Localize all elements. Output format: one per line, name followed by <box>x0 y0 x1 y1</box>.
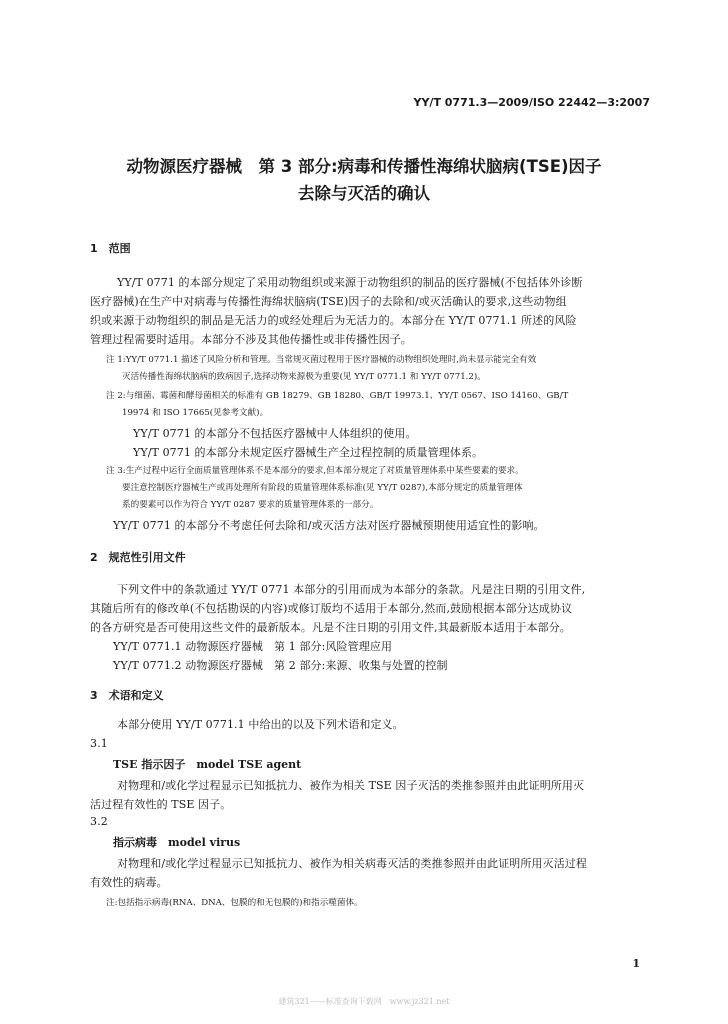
scope-para1-line1: YY/T 0771 的本部分规定了采用动物组织或来源于动物组织的制品的医疗器械(不包括体外诊断 <box>117 276 583 289</box>
scope-note1-line2: 灭活传播性海绵状脑病的致病因子,选择动物来源极为重要(见 YY/T 0771.1 和 YY/T 0771.2)。 <box>122 372 486 382</box>
refs-para1-line2: 其随后所有的修改单(不包括勘误的内容)或修订版均不适用于本部分,然而,鼓励根据本部分达成协议 <box>90 602 573 615</box>
scope-note3-line2: 要注意控制医疗器械生产或再处理所有阶段的质量管理体系标准(见 YY/T 0287),本部分规定的质量管理体 <box>122 483 523 493</box>
refs-para1-line1: 下列文件中的条款通过 YY/T 0771 本部分的引用而成为本部分的条款。凡是注日期的引用文件, <box>117 583 586 596</box>
scope-note1-line1: 注 1:YY/T 0771.1 描述了风险分析和管理。当常规灭菌过程用于医疗器械的动物组织处理时,尚未显示能完全有效 <box>106 355 537 365</box>
scope-note2-line2: 19974 和 ISO 17665(见参考文献)。 <box>122 408 269 418</box>
doc-title-line1: 动物源医疗器械 第 3 部分:病毒和传播性海绵状脑病(TSE)因子 <box>126 157 602 176</box>
scope-para2: YY/T 0771 的本部分不包括医疗器械中人体组织的使用。 <box>133 427 417 440</box>
term-number-3-1: 3.1 <box>90 737 108 750</box>
section-heading-scope: 1 范围 <box>90 242 131 255</box>
section-heading-normative-refs: 2 规范性引用文件 <box>90 551 186 564</box>
watermark-text: 建筑321——标准查询下载网 www.jz321.net <box>278 997 450 1006</box>
scope-note2-line1: 注 2:与细菌、霉菌和酵母菌相关的标准有 GB 18279、GB 18280、GB/T 19973.1、YY/T 0567、ISO 14160、GB/T <box>106 391 569 401</box>
term1-definition-line2: 活过程有效性的 TSE 因子。 <box>90 798 232 811</box>
term-number-3-2: 3.2 <box>90 815 108 828</box>
terms-intro: 本部分使用 YY/T 0771.1 中给出的以及下列术语和定义。 <box>117 718 404 731</box>
scope-note3-line1: 注 3:生产过程中运行全面质量管理体系不是本部分的要求,但本部分规定了对质量管理体系中某些要素的要求。 <box>106 466 524 476</box>
refs-para1-line3: 的各方研究是否可使用这些文件的最新版本。凡是不注日期的引用文件,其最新版本适用于本部分。 <box>90 621 571 634</box>
doc-title-line2: 去除与灭活的确认 <box>298 184 430 203</box>
term2-definition-line2: 有效性的病毒。 <box>90 876 168 889</box>
term-name-model-tse-agent: TSE 指示因子 model TSE agent <box>113 758 302 771</box>
standard-code: YY/T 0771.3—2009/ISO 22442—3:2007 <box>413 96 650 109</box>
scope-para1-line4: 管理过程需要时适用。本部分不涉及其他传播性或非传播性因子。 <box>90 333 412 346</box>
term2-note: 注:包括指示病毒(RNA、DNA、包膜的和无包膜的)和指示噬菌体。 <box>106 898 363 908</box>
scope-para4: YY/T 0771 的本部分不考虑任何去除和/或灭活方法对医疗器械预期使用适宜性的影响。 <box>113 519 545 532</box>
term2-definition-line1: 对物理和/或化学过程显示已知抵抗力、被作为相关病毒灭活的类推参照并由此证明所用灭活过程 <box>117 857 588 870</box>
term-name-model-virus: 指示病毒 model virus <box>113 836 241 849</box>
page-number: 1 <box>632 957 640 970</box>
reference-part2: YY/T 0771.2 动物源医疗器械 第 2 部分:来源、收集与处置的控制 <box>113 659 448 672</box>
scope-para1-line3: 织或来源于动物组织的制品是无活力的或经处理后为无活力的。本部分在 YY/T 0771.1 所述的风险 <box>90 314 577 327</box>
section-heading-terms: 3 术语和定义 <box>90 689 164 702</box>
term1-definition-line1: 对物理和/或化学过程显示已知抵抗力、被作为相关 TSE 因子灭活的类推参照并由此证明所用灭 <box>117 779 585 792</box>
reference-part1: YY/T 0771.1 动物源医疗器械 第 1 部分:风险管理应用 <box>113 640 393 653</box>
scope-note3-line3: 系的要素可以作为符合 YY/T 0287 要求的质量管理体系的一部分。 <box>122 500 379 510</box>
scope-para3: YY/T 0771 的本部分未规定医疗器械生产全过程控制的质量管理体系。 <box>133 446 484 459</box>
scope-para1-line2: 医疗器械)在生产中对病毒与传播性海绵状脑病(TSE)因子的去除和/或灭活确认的要求,这些动物组 <box>90 295 567 308</box>
